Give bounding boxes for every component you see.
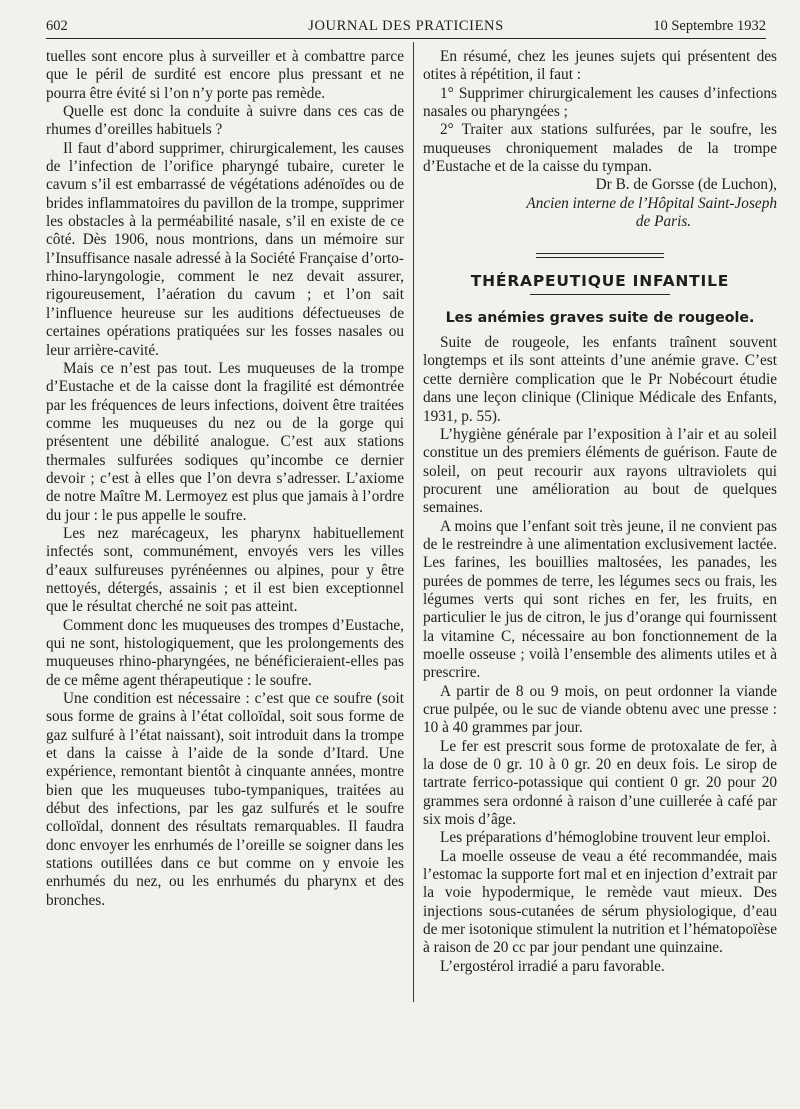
paragraph: Comment donc les muqueuses des trompes d’Eustache, qui ne sont, histologiquement, que les prolongements des muqueuses rhino-pharyngées, ne bénéficieraient-elles pas de ce même agent thérapeutique : le soufre. <box>46 616 404 689</box>
paragraph: tuelles sont encore plus à surveiller et à combattre parce que le péril de surdité est encore plus pressant et ne pourra être évité si l’on n’y porte pas remède. <box>46 48 404 102</box>
left-column <box>46 48 404 910</box>
paragraph: L’ergostérol irradié a paru favorable. <box>440 957 665 975</box>
section-title-rule <box>530 294 670 295</box>
paragraph: En résumé, chez les jeunes sujets qui présentent des otites à répétition, il faut : <box>423 48 777 84</box>
paragraph: Les préparations d’hémoglobine trouvent leur emploi. <box>440 829 771 847</box>
paragraph: Il faut d’abord supprimer, chirurgicalement, les causes de l’infection de l’orifice pharyngé tubaire, cureter le cavum s’il est embarrassé de végétations adénoïdes ou de brides inflammatoires du pavillon de la trompe, supprimer les obstacles à la perméabilité nasale, s’il en existe de ce côté. Dès 1906, nous montrions, dans un mémoire sur l’Insuffisance nasale adressé à la Société Française d’orto-rhino-laryngologie, comment le nez devait assurer, rigoureusement, l’aération du cavum ; et l’on sait l’influence heureuse sur les auditions défectueuses de certaines opérations pratiquées sur les fosses nasales ou leur arrière-cavité. <box>46 139 404 359</box>
author-signature: Dr B. de Gorsse (de Luchon), <box>595 176 777 194</box>
paragraph: L’hygiène générale par l’exposition à l’air et au soleil constitue un des premiers éléments de guérison. Faute de soleil, on peut recourir aux rayons ultraviolets qui procurent une amélioration au bout de quelques semaines. <box>423 425 777 517</box>
paragraph: Quelle est donc la conduite à suivre dans ces cas de rhumes d’oreilles habituels ? <box>46 103 404 139</box>
right-column <box>423 48 777 976</box>
author-affiliation-city: de Paris. <box>635 213 692 231</box>
paragraph: 2° Traiter aux stations sulfurées, par le soufre, les muqueuses chroniquement malades de la trompe d’Eustache et de la caisse du tympan. <box>423 121 777 176</box>
paragraph: 1° Supprimer chirurgicalement les causes d’infections nasales ou pharyngées ; <box>423 84 777 121</box>
paragraph: Une condition est nécessaire : c’est que ce soufre (soit sous forme de grains à l’état colloïdal, soit sous forme de gaz sulfuré à l’état naissant), soit introduit dans la trompe et dans la caisse à l’aide de la sonde d’Itard. Une expérience, remontant bientôt à cinquante années, montre bien que les muqueuses tubo-tympaniques, traitées au début des infections, par les gaz sulfurés et le soufre colloïdal, donnent des résultats remarquables. Il faudra donc envoyer les enrhumés de l’oreille se soigner dans les stations outillées dans ce but comme on y envoie les enrhumés du nez, ou les enrhumés du pharynx et des bronches. <box>46 690 404 909</box>
column-divider <box>413 42 414 1002</box>
paragraph: Mais ce n’est pas tout. Les muqueuses de la trompe d’Eustache et de la caisse dont la fragilité est démontrée par les fréquences de leurs infections, doivent être traitées comme les muqueuses du nez ou de la gorge qui présentent une débilité analogue. C’est aux stations thermales sulfurées sodiques qu’incombe ce dernier devoir ; c’est à elles que l’on devra s’adresser. L’axiome de notre Maître M. Lermoyez est plus que jamais à l’ordre du jour : le pus appelle le soufre. <box>46 359 404 524</box>
article-title: Les anémies graves suite de rougeole. <box>445 309 755 326</box>
author-affiliation: Ancien interne de l’Hôpital Saint-Joseph <box>526 194 777 212</box>
paragraph: Le fer est prescrit sous forme de protoxalate de fer, à la dose de 0 gr. 10 à 0 gr. 20 en deux fois. Le sirop de tartrate ferrico-potassique qui contient 0 gr. 20 pour 20 grammes sera ordonné à raison d’une cuillerée à café par six mois d’âge. <box>423 737 777 829</box>
header-rule <box>46 38 766 39</box>
paragraph: A moins que l’enfant soit très jeune, il ne convient pas de le restreindre à une alimentation exclusivement lactée. Les farines, les bouillies maltosées, les panades, les purées de pommes de terre, les légumes secs ou frais, les légumes verts qui sont riches en fer, les fruits, en particulier le jus de citron, le jus d’orange qui fournissent la vitamine C, nécessaire au bon fonctionnement de la moelle osseuse ; voilà l’ensemble des aliments utiles et à prescrire. <box>423 517 777 682</box>
journal-title: JOURNAL DES PRATICIENS <box>308 18 504 34</box>
issue-date: 10 Septembre 1932 <box>653 18 766 34</box>
section-separator <box>536 253 664 258</box>
page-header <box>46 16 766 40</box>
section-title: THÉRAPEUTIQUE INFANTILE <box>470 272 730 291</box>
paragraph: A partir de 8 ou 9 mois, on peut ordonner la viande crue pulpée, ou le suc de viande obtenu avec une presse : 10 à 40 grammes par jour. <box>423 682 777 737</box>
paragraph: Les nez marécageux, les pharynx habituellement infectés sont, communément, envoyés vers les villes d’eaux sulfureuses pyrénéennes ou alpines, pour y être nettoyés, détergés, assainis ; et il est bien exceptionnel que le résultat cherché ne soit pas atteint. <box>46 524 404 616</box>
paragraph: La moelle osseuse de veau a été recommandée, mais l’estomac la supporte fort mal et en injection d’extrait par la voie hypodermique, le remède vaut mieux. Des injections sous-cutanées de sérum physiologique, d’eau de mer isotonique stimulent la nutrition et l’hématopoïèse à raison de 20 cc par jour pendant une quinzaine. <box>423 847 777 957</box>
page-number: 602 <box>46 18 68 34</box>
paragraph: Suite de rougeole, les enfants traînent souvent longtemps et ils sont atteints d’une anémie grave. C’est cette dernière complication que le Pr Nobécourt étudie dans une leçon clinique (Clinique Médicale des Enfants, 1931, p. 55). <box>423 334 777 425</box>
